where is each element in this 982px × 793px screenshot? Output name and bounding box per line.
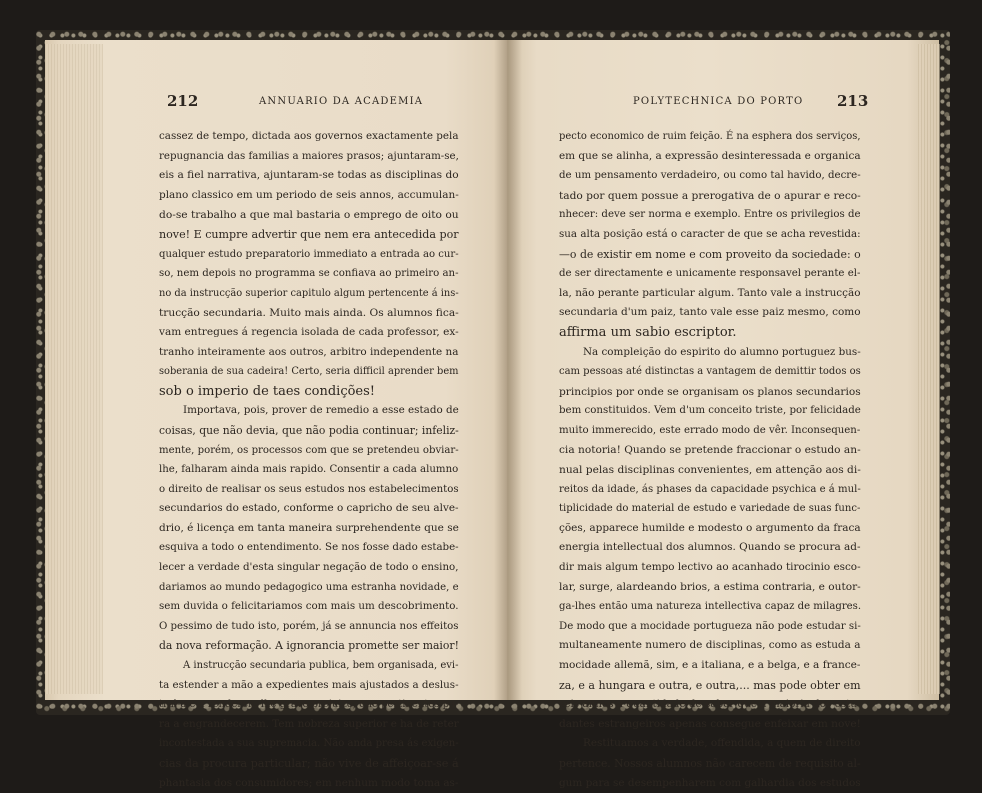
page-number: 212 (167, 92, 199, 110)
text-line: tranho inteiramente aos outros, arbitro independente na (159, 345, 459, 358)
text-line: A instrucção secundaria publica, bem organisada, evi- (183, 660, 459, 672)
right-page (507, 40, 939, 789)
text-line: de um pensamento verdadeiro, ou como tal havido, decre- (559, 170, 861, 182)
book-gutter (494, 40, 522, 700)
text-line: incontestada a sua supremacia. Não anda presa ás exigen- (159, 738, 459, 750)
text-line: seis annos a quantidade de saber que a maioria dos estu- (559, 698, 861, 711)
text-line: eis a fiel narrativa, ajuntaram-se todas as disciplinas do (159, 169, 459, 182)
text-line: soberania de sua cadeira! Certo, seria difficil aprender bem (159, 366, 459, 378)
text-line: dariamos ao mundo pedagogico uma estranha novidade, e (159, 581, 459, 593)
text-line: phantasia dos consumidores; em nenhum modo toma as- (159, 776, 459, 789)
text-line: repugnancia das familias a maiores prasos; ajuntaram-se, (159, 149, 459, 162)
text-line: sua alta posição está o caracter de que se acha revestida: (559, 227, 861, 240)
text-line: mente, porém, os processos com que se pretendeu obviar- (159, 444, 459, 456)
text-line: tado por quem possue a prerogativa de o apurar e reco- (559, 188, 861, 202)
text-line: lecer a verdade d'esta singular negação de todo o ensino, (159, 561, 459, 574)
text-line: dir mais algum tempo lectivo ao acanhado tirocinio esco- (559, 561, 861, 574)
text-line: o direito de realisar os seus estudos nos estabelecimentos (159, 483, 459, 495)
text-line: da nova reformação. A ignorancia promette ser maior! (159, 639, 459, 653)
text-line: affirma um sabio escriptor. (559, 324, 737, 340)
text-line: tral-a e a renderem-lhe grave prejuizo, que pertinentes pa- (159, 699, 459, 711)
text-line: principios por onde se organisam os planos secundarios (559, 384, 861, 398)
text-line: esquiva a todo o entendimento. Se nos fosse dado estabe- (159, 541, 459, 554)
text-line: secundarios do estado, conforme o capricho de seu alve- (159, 502, 459, 515)
text-line: nual pelas disciplinas convenientes, em attenção aos di- (559, 463, 861, 477)
text-line: ta estender a mão a expedientes mais ajustados a deslus- (159, 678, 459, 691)
text-line: De modo que a mocidade portugueza não pode estudar si- (559, 620, 861, 632)
text-line: de ser directamente e unicamente responsavel perante el- (559, 268, 861, 280)
text-line: cia notoria! Quando se pretende fraccionar o estudo an- (559, 443, 861, 456)
text-line: reitos da idade, ás phases da capacidade psychica e á mul- (559, 483, 861, 495)
text-line: lar, surge, alardeando brios, a estima contraria, e outor- (559, 580, 861, 593)
text-line: drio, é licença em tanta maneira surprehendente que se (159, 521, 459, 534)
body-text (159, 127, 459, 793)
left-page (45, 40, 507, 789)
text-line: trucção secundaria. Muito mais ainda. Os alumnos fica- (159, 306, 459, 320)
text-line: la, não perante particular algum. Tanto vale a instrucção (559, 286, 861, 299)
text-line: sem duvida o felicitariamos com mais um descobrimento. (159, 600, 459, 613)
text-line: lhe, falharam ainda mais rapido. Consentir a cada alumno (159, 464, 459, 476)
text-line: ções, apparece humilde e modesto o argumento da fraca (559, 521, 861, 534)
text-line: sob o imperio de taes condições! (159, 383, 376, 399)
text-line: energia intellectual dos alumnos. Quando se procura ad- (559, 541, 861, 554)
running-header: POLYTECHNICA DO PORTO (633, 96, 804, 107)
body-text (559, 127, 861, 793)
text-line: Restituamos a verdade, offendida, a quem de direito (583, 737, 861, 750)
text-line: dantes estrangeiros apenas consegue enfeixar em nove! (559, 717, 861, 730)
text-line: cassez de tempo, dictada aos governos exactamente pela (159, 130, 459, 142)
text-line: O pessimo de tudo isto, porém, já se annuncia nos effeitos (159, 620, 459, 632)
text-line: cias da procura particular; não vive de affeiçoar-se á (159, 757, 459, 770)
page-number: 213 (837, 92, 869, 110)
text-line: mocidade allemã, sim, e a italiana, e a belga, e a france- (559, 659, 861, 672)
text-line: secundaria d'um paiz, tanto vale esse paiz mesmo, como (559, 306, 861, 319)
text-line: muito immerecido, este errado modo de vêr. Inconsequen- (559, 424, 861, 436)
text-line: pertence. Nossos alumnos não carecem de requisito al- (559, 757, 861, 770)
text-line: do-se trabalho a que mal bastaria o emprego de oito ou (159, 208, 459, 222)
text-line: bem constituidos. Vem d'um conceito triste, por felicidade (559, 405, 861, 417)
text-line: za, e a hungara e outra, e outra,... mas pode obter em (559, 678, 861, 692)
text-line: cam pessoas até distinctas a vantagem de demittir todos os (559, 366, 861, 378)
text-line: multaneamente numero de disciplinas, como as estuda a (559, 639, 861, 652)
text-line: em que se alinha, a expressão desinteressada e organica (559, 149, 861, 162)
page-edges (45, 44, 103, 694)
text-line: nove! E cumpre advertir que nem era antecedida por (159, 227, 459, 241)
text-line: ra a engrandecerem. Tem nobreza superior e ha de reter (159, 717, 459, 730)
text-line: —o de existir em nome e com proveito da sociedade: o (559, 247, 861, 261)
text-line: qualquer estudo preparatorio immediato a entrada ao cur- (159, 248, 459, 260)
text-line: plano classico em um periodo de seis annos, accumulan- (159, 188, 459, 201)
text-line: vam entregues á regencia isolada de cada professor, ex- (159, 325, 459, 338)
text-line: so, nem depois no programma se confiava ao primeiro an- (159, 268, 459, 280)
text-line: coisas, que não devia, que não podia continuar; infeliz- (159, 423, 459, 437)
running-header: ANNUARIO DA ACADEMIA (259, 96, 424, 107)
text-line: ga-lhes então uma natureza intellectiva capaz de milagres. (559, 601, 861, 613)
text-line: nhecer: deve ser norma e exemplo. Entre os privilegios de (559, 209, 861, 221)
text-line: gum para se desempenharem com galhardia dos estudos (559, 776, 861, 789)
text-line: pecto economico de ruim feição. É na esphera dos serviços, (559, 131, 861, 142)
page-edges (918, 44, 940, 694)
text-line: Na compleição do espirito do alumno portuguez bus- (583, 345, 861, 358)
text-line: tiplicidade do material de estudo e variedade de suas func- (559, 503, 861, 515)
text-line: Importava, pois, prover de remedio a esse estado de (183, 404, 459, 417)
text-line: no da instrucção superior capitulo algum pertencente á ins- (159, 287, 459, 299)
